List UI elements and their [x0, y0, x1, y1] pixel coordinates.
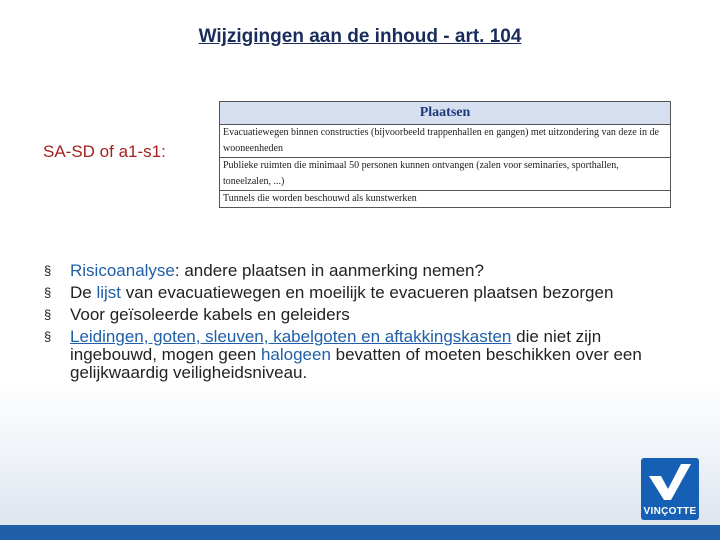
bullet-marker: § [44, 285, 52, 300]
page-title: Wijzigingen aan de inhoud - art. 104 [198, 26, 522, 47]
bullet-item [44, 284, 684, 302]
places-table [219, 101, 671, 208]
bottom-bar [0, 525, 720, 540]
bullet-text: De [70, 283, 97, 302]
halogen-link[interactable]: halogeen [260, 345, 331, 364]
bullet-text: bevatten of moeten beschikken over een gelijkwaardig veiligheidsniveau. [70, 345, 642, 382]
table-row: Publieke ruimten die minimaal 50 personen kunnen ontvangen (zalen voor seminaries, sporthallen, toneelzalen, ...) [220, 158, 671, 191]
conduits-link[interactable]: Leidingen, goten, sleuven, kabelgoten en aftakkingskasten [70, 327, 512, 346]
bullet-text: : andere plaatsen in aanmerking nemen? [174, 261, 484, 280]
vincotte-logo [641, 458, 699, 520]
bullet-item [44, 328, 684, 382]
background-gradient [0, 380, 720, 525]
bullet-marker: § [44, 307, 52, 322]
bullet-text: van evacuatiewegen en moeilijk te evacueren plaatsen bezorgen [121, 283, 614, 302]
checkmark-icon [647, 462, 693, 502]
bullet-marker: § [44, 329, 52, 344]
bullet-item [44, 262, 684, 280]
logo-text: VINÇOTTE [643, 506, 697, 517]
table-header: Plaatsen [220, 102, 671, 125]
bullet-item [44, 306, 684, 324]
bullet-text: Voor geïsoleerde kabels en geleiders [70, 305, 350, 324]
bullet-list [44, 262, 684, 386]
list-link[interactable]: lijst [96, 283, 122, 302]
table-row: Tunnels die worden beschouwd als kunstwerken [220, 191, 671, 208]
table-row: Evacuatiewegen binnen constructies (bijvoorbeeld trappenhallen en gangen) met uitzondering van deze in de wooneenheden [220, 125, 671, 158]
bullet-text: die niet zijn ingebouwd, mogen geen [70, 327, 602, 364]
risk-analysis-link[interactable]: Risicoanalyse [70, 261, 175, 280]
side-label: SA-SD of a1-s1: [43, 142, 166, 161]
bullet-marker: § [44, 263, 52, 278]
